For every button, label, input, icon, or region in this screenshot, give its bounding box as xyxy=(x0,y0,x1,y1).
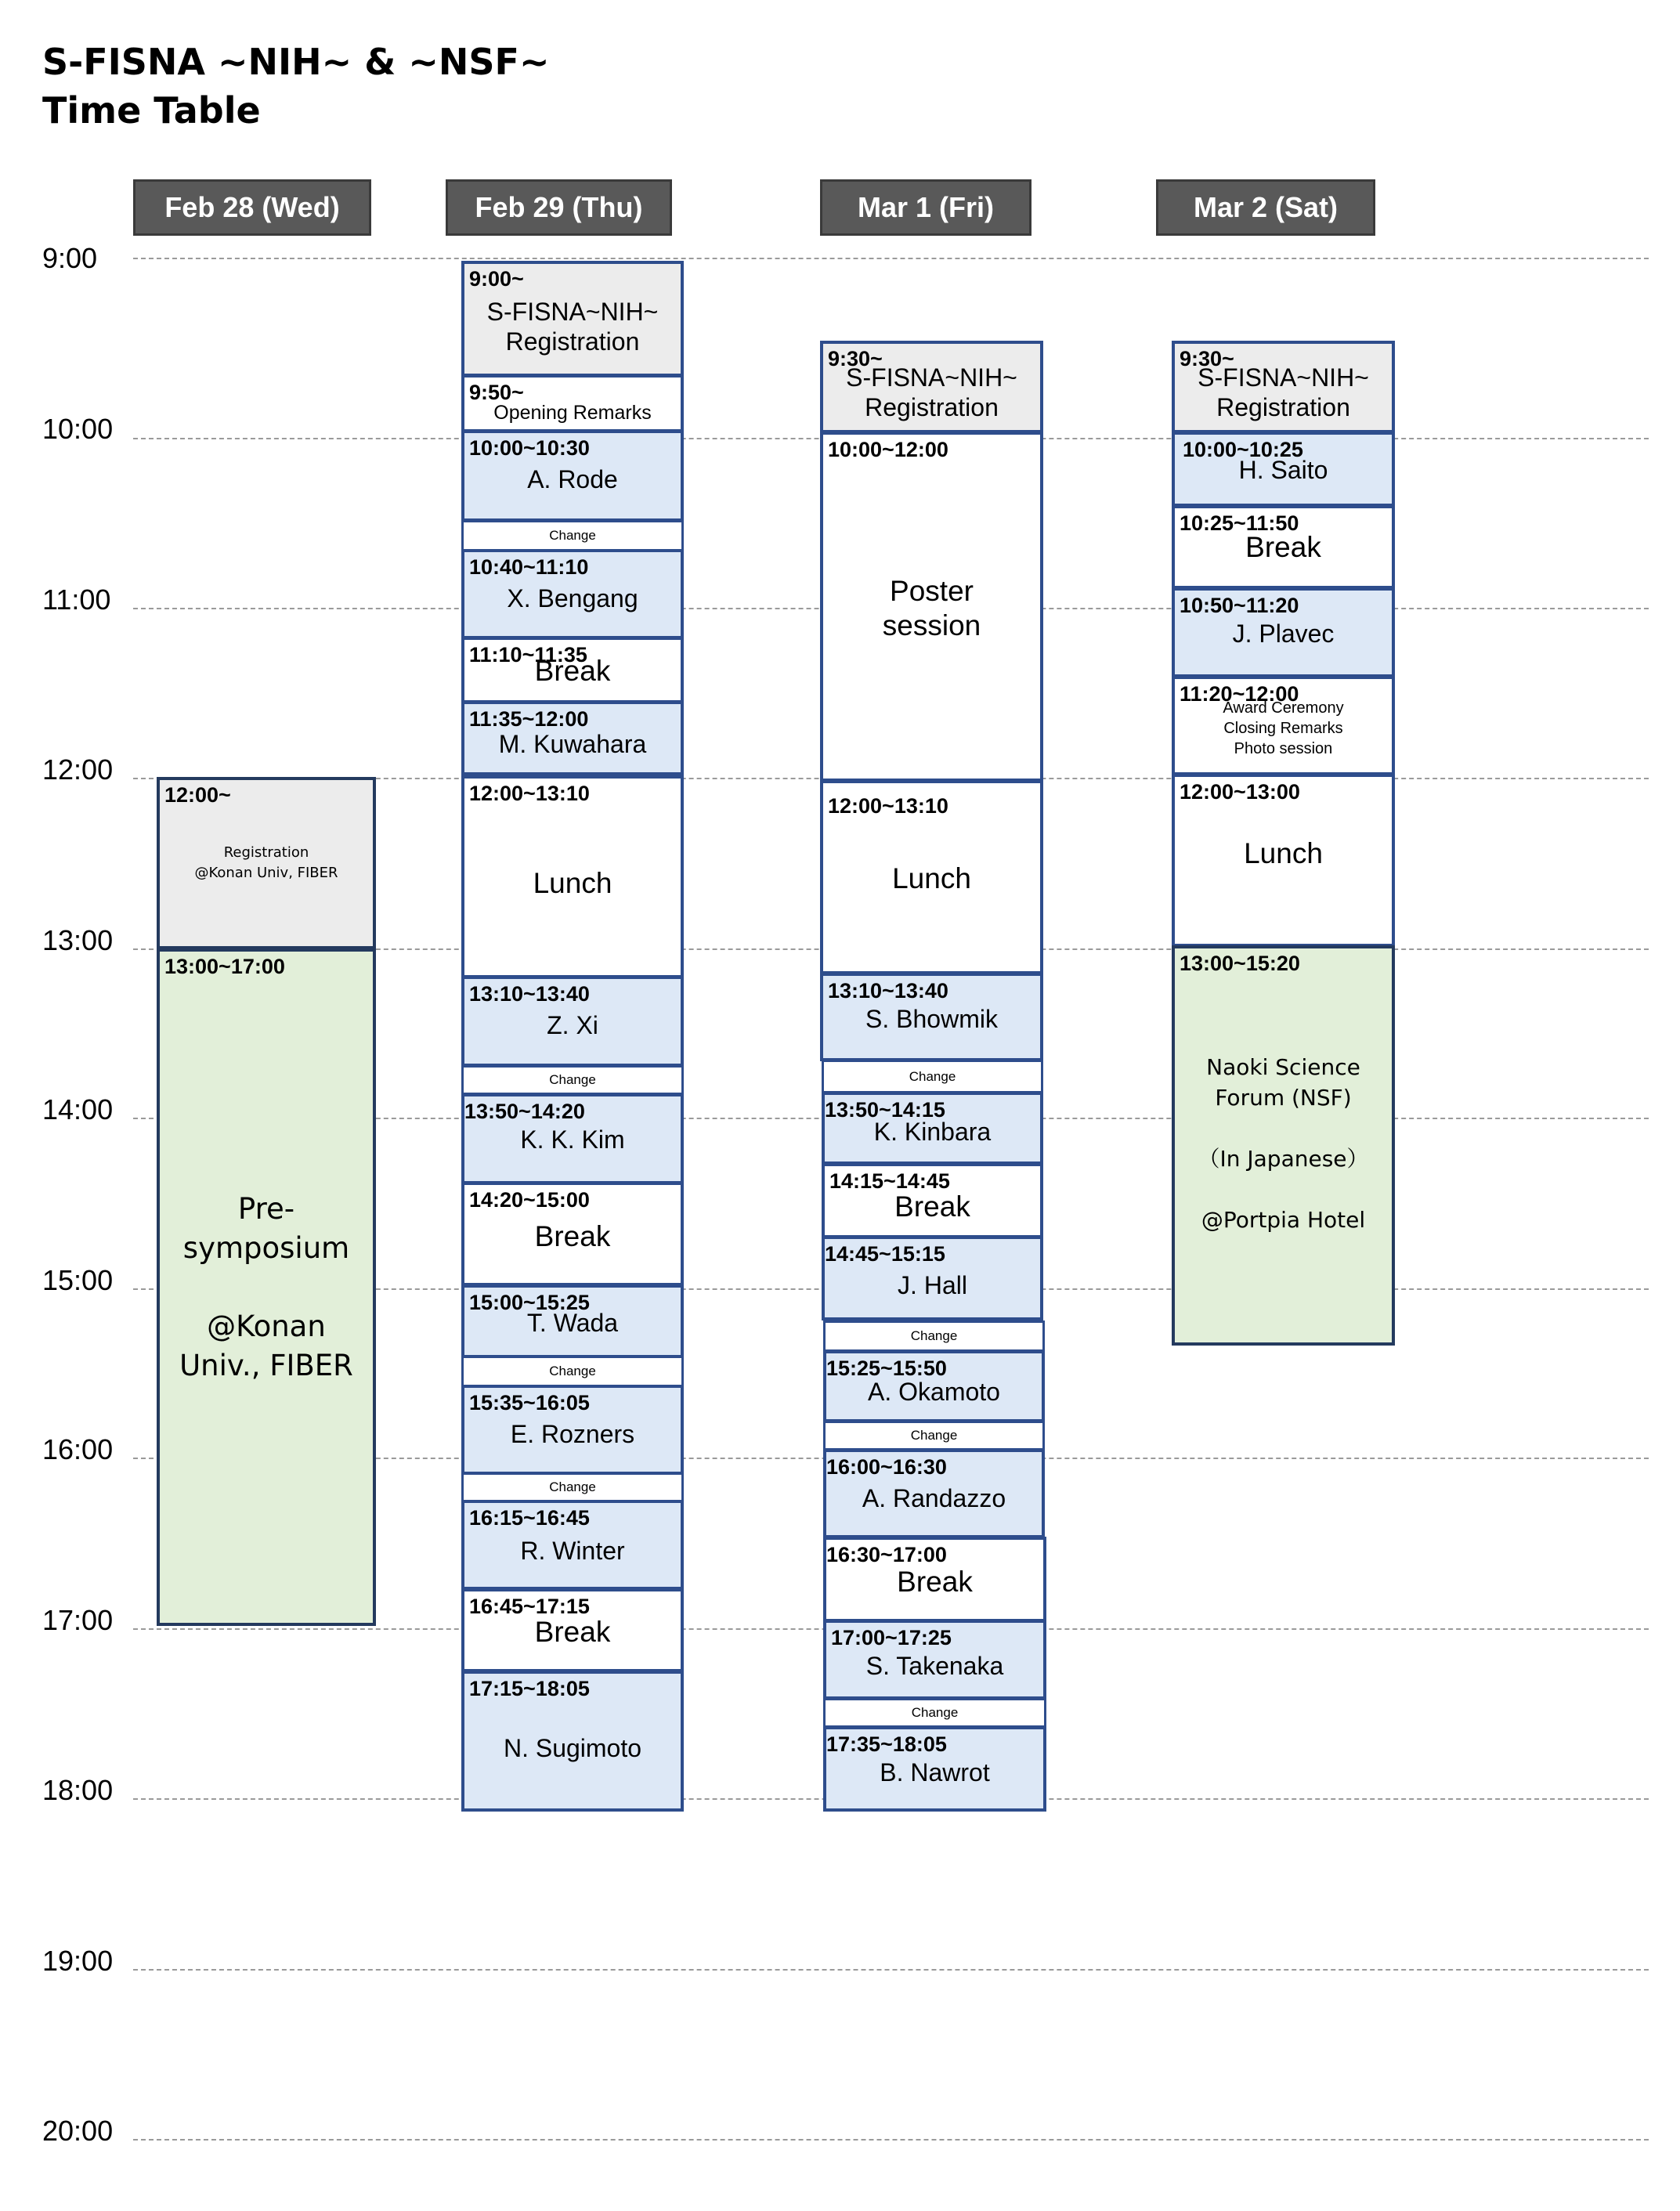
event-title: Change xyxy=(909,1068,956,1084)
event-title: Lunch xyxy=(892,862,971,894)
hour-label-11: 11:00 xyxy=(42,583,111,616)
event-sat-lunch xyxy=(1172,774,1395,947)
event-time: 13:10~13:40 xyxy=(469,982,590,1006)
event-time: 9:30~ xyxy=(1180,347,1234,370)
event-title: Naoki Science Forum (NSF) （In Japanese） @Portpia Hotel xyxy=(1198,1054,1369,1233)
event-thu-talk-wada xyxy=(461,1284,684,1358)
hour-label-19: 19:00 xyxy=(42,1945,114,1977)
event-title: A. Randazzo xyxy=(862,1484,1006,1512)
event-title: Change xyxy=(911,1705,959,1720)
event-sat-award-ceremony xyxy=(1172,676,1395,775)
event-sat-talk-saito xyxy=(1172,432,1395,507)
event-wed-pre-symposium xyxy=(157,948,376,1626)
event-time: 16:00~16:30 xyxy=(826,1455,947,1479)
event-title: E. Rozners xyxy=(510,1420,635,1448)
event-title: Lunch xyxy=(1244,837,1323,869)
event-title: T. Wada xyxy=(526,1309,619,1337)
event-title: Change xyxy=(910,1328,958,1343)
event-time: 17:35~18:05 xyxy=(826,1732,947,1756)
event-title: Lunch xyxy=(533,867,612,899)
event-time: 13:00~17:00 xyxy=(164,955,285,978)
event-time: 11:20~12:00 xyxy=(1180,682,1299,706)
event-time: 13:00~15:20 xyxy=(1180,952,1300,975)
event-time: 15:35~16:05 xyxy=(469,1391,590,1414)
event-title: Break xyxy=(534,655,611,687)
event-thu-lunch xyxy=(461,775,684,978)
hour-line-19 xyxy=(133,1969,1649,1971)
event-fri-talk-kinbara xyxy=(822,1092,1043,1165)
event-time: 9:50~ xyxy=(469,381,524,404)
event-title: Award Ceremony Closing Remarks Photo session xyxy=(1223,699,1344,757)
event-time: 12:00~13:00 xyxy=(1180,780,1300,804)
event-time: 16:15~16:45 xyxy=(469,1506,590,1530)
event-title: R. Winter xyxy=(520,1537,625,1565)
event-fri-talk-randazzo xyxy=(823,1449,1045,1538)
event-title: Break xyxy=(894,1190,970,1223)
event-fri-change-1 xyxy=(822,1060,1043,1093)
event-thu-talk-sugimoto xyxy=(461,1671,684,1812)
event-title: K. K. Kim xyxy=(520,1125,625,1154)
event-fri-lunch xyxy=(820,780,1043,974)
event-time: 15:25~15:50 xyxy=(826,1357,947,1380)
hour-label-9: 9:00 xyxy=(42,242,98,274)
event-title: Pre- symposium @Konan Univ., FIBER xyxy=(179,1191,353,1382)
event-thu-talk-kuwahara xyxy=(461,701,684,775)
event-sat-talk-plavec xyxy=(1172,587,1395,677)
event-time: 15:00~15:25 xyxy=(469,1291,590,1314)
event-fri-registration xyxy=(820,341,1043,433)
event-title: S. Bhowmik xyxy=(865,1005,998,1033)
event-time: 16:45~17:15 xyxy=(469,1595,590,1618)
event-time: 17:15~18:05 xyxy=(469,1677,590,1700)
event-time: 12:00~13:10 xyxy=(828,794,948,818)
event-time: 11:10~11:35 xyxy=(469,643,587,667)
event-title: N. Sugimoto xyxy=(503,1734,642,1762)
event-time: 10:25~11:50 xyxy=(1180,511,1299,535)
event-title: Break xyxy=(1245,531,1321,563)
event-thu-talk-bengang xyxy=(461,549,684,639)
event-wed-registration xyxy=(157,777,376,949)
event-time: 10:00~10:25 xyxy=(1183,438,1303,461)
event-thu-break-1 xyxy=(461,637,684,703)
event-title: Poster session xyxy=(882,575,981,641)
event-time: 10:40~11:10 xyxy=(469,555,589,579)
event-time: 10:50~11:20 xyxy=(1180,594,1299,617)
event-time: 14:45~15:15 xyxy=(825,1242,945,1266)
day-header-mar2: Mar 2 (Sat) xyxy=(1156,179,1375,236)
event-title: Z. Xi xyxy=(547,1011,598,1039)
hour-label-14: 14:00 xyxy=(42,1093,114,1125)
event-sat-break xyxy=(1172,505,1395,589)
event-time: 12:00~13:10 xyxy=(469,782,590,805)
hour-label-15: 15:00 xyxy=(42,1264,114,1296)
event-time: 11:35~12:00 xyxy=(469,707,589,731)
event-title: J. Plavec xyxy=(1232,620,1335,648)
hour-line-20 xyxy=(133,2139,1649,2141)
event-thu-break-3 xyxy=(461,1588,684,1672)
hour-label-18: 18:00 xyxy=(42,1774,114,1806)
event-thu-talk-rode xyxy=(461,430,684,522)
event-time: 14:20~15:00 xyxy=(469,1188,590,1212)
event-fri-break-1 xyxy=(822,1163,1043,1238)
event-fri-poster-session xyxy=(820,432,1043,782)
event-time: 9:30~ xyxy=(828,347,883,370)
event-title: Change xyxy=(549,1364,596,1378)
day-header-feb28: Feb 28 (Wed) xyxy=(133,179,371,236)
event-title: A. Rode xyxy=(527,465,618,493)
event-thu-break-2 xyxy=(461,1182,684,1286)
event-fri-talk-nawrot xyxy=(823,1726,1046,1812)
event-title: H. Saito xyxy=(1238,456,1328,484)
event-title: Break xyxy=(534,1616,611,1648)
event-time: 9:00~ xyxy=(469,267,524,291)
day-header-mar1: Mar 1 (Fri) xyxy=(820,179,1031,236)
event-time: 14:15~14:45 xyxy=(829,1169,950,1193)
event-fri-change-2 xyxy=(823,1320,1045,1352)
event-title: S-FISNA~NIH~ Registration xyxy=(1198,363,1369,421)
event-fri-change-4 xyxy=(823,1698,1046,1728)
event-fri-talk-takenaka xyxy=(823,1620,1046,1700)
event-title: A. Okamoto xyxy=(868,1378,1000,1406)
hour-label-13: 13:00 xyxy=(42,924,114,956)
event-time: 13:50~14:15 xyxy=(825,1098,945,1122)
hour-label-12: 12:00 xyxy=(42,753,114,786)
hour-label-17: 17:00 xyxy=(42,1604,114,1636)
event-thu-talk-xi xyxy=(461,976,684,1067)
event-title: S-FISNA~NIH~ Registration xyxy=(846,363,1017,421)
hour-label-10: 10:00 xyxy=(42,413,114,445)
event-fri-break-2 xyxy=(823,1537,1046,1622)
event-time: 16:30~17:00 xyxy=(826,1543,947,1566)
event-fri-talk-okamoto xyxy=(823,1350,1045,1422)
event-title: X. Bengang xyxy=(507,584,638,612)
event-thu-change-4 xyxy=(461,1472,684,1502)
event-sat-registration xyxy=(1172,341,1395,433)
event-time: 10:00~10:30 xyxy=(469,436,590,460)
hour-line-9 xyxy=(133,258,1649,259)
event-thu-change-2 xyxy=(461,1065,684,1095)
event-thu-opening-remarks xyxy=(461,374,684,432)
event-title: M. Kuwahara xyxy=(498,730,647,758)
event-fri-change-3 xyxy=(823,1421,1045,1451)
event-title: Change xyxy=(910,1428,958,1443)
event-thu-registration xyxy=(461,261,684,377)
event-thu-change-3 xyxy=(461,1356,684,1387)
event-time: 17:00~17:25 xyxy=(831,1626,952,1649)
day-header-feb29: Feb 29 (Thu) xyxy=(446,179,672,236)
event-sat-naoki-science-forum xyxy=(1172,945,1395,1346)
event-fri-talk-bhowmik xyxy=(820,973,1043,1061)
event-title: Change xyxy=(549,1072,596,1087)
event-title: B. Nawrot xyxy=(880,1758,990,1787)
event-thu-talk-winter xyxy=(461,1500,684,1590)
event-fri-talk-hall xyxy=(822,1236,1043,1320)
event-title: Registration @Konan Univ, FIBER xyxy=(194,844,338,881)
event-thu-talk-kim xyxy=(461,1093,684,1184)
event-title: S-FISNA~NIH~ Registration xyxy=(486,298,659,356)
event-time: 13:10~13:40 xyxy=(828,979,948,1003)
event-title: S. Takenaka xyxy=(865,1652,1004,1680)
event-title: K. Kinbara xyxy=(873,1118,992,1146)
event-title: Change xyxy=(549,528,596,543)
hour-label-16: 16:00 xyxy=(42,1433,114,1465)
event-title: Opening Remarks xyxy=(493,402,652,424)
event-title: J. Hall xyxy=(898,1271,967,1299)
event-title: Change xyxy=(549,1479,596,1494)
event-time: 13:50~14:20 xyxy=(464,1100,585,1123)
event-title: Break xyxy=(897,1566,973,1598)
event-thu-change-1 xyxy=(461,520,684,551)
event-time: 10:00~12:00 xyxy=(828,438,948,461)
page-title: S-FISNA ~NIH~ & ~NSF~ Time Table xyxy=(42,41,550,132)
event-title: Break xyxy=(534,1220,611,1252)
hour-label-20: 20:00 xyxy=(42,2115,114,2147)
event-time: 12:00~ xyxy=(164,783,231,807)
event-thu-talk-rozners xyxy=(461,1385,684,1475)
